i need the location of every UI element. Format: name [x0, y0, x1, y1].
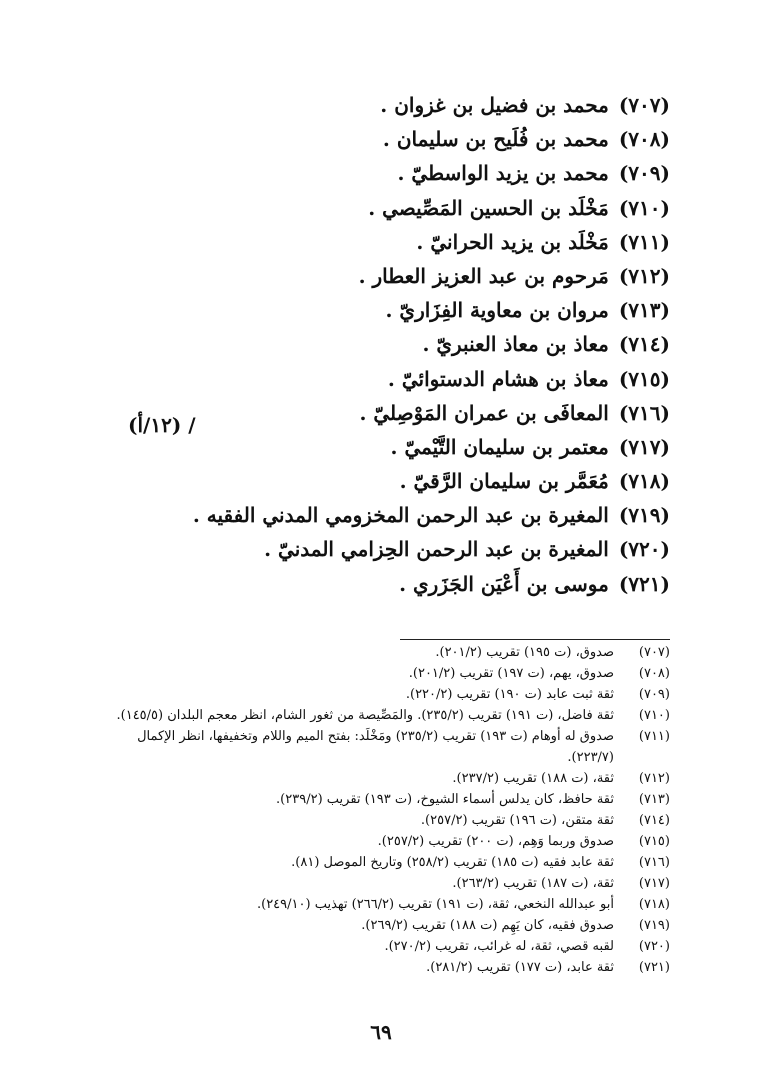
footnote-text: ثقة، (ت ١٨٧) تقريب (٢٦٣/٢). — [452, 876, 614, 891]
entry-text: المغيرة بن عبد الرحمن الحِزامي المدنيّ . — [264, 537, 609, 562]
footnote-715 — [108, 831, 670, 852]
footnote-708 — [108, 663, 670, 684]
footnote-text: ثقة حافظ، كان يدلس أسماء الشيوخ، (ت ١٩٣) تقريب (٢٣٩/٢). — [276, 792, 614, 807]
footnote-text: صدوق، (ت ١٩٥) تقريب (٢٠١/٢). — [435, 645, 614, 660]
footnote-721 — [108, 957, 670, 978]
footnote-text: أبو عبدالله النخعي، ثقة، (ت ١٩١) تقريب (٢٦٦/٢) تهذيب (٢٤٩/١٠). — [256, 897, 614, 912]
footnotes — [108, 642, 670, 978]
entry-713 — [110, 293, 670, 327]
footnote-number: (٧١٢) — [638, 771, 670, 786]
entry-number: (٧١١) — [618, 229, 670, 254]
footnote-710 — [108, 705, 670, 726]
footnote-number: (٧١٦) — [638, 855, 670, 870]
entry-718 — [110, 464, 670, 498]
entry-text: محمد بن فُلَيح بن سليمان . — [382, 127, 609, 152]
entry-number: (٧١٢) — [618, 263, 670, 288]
entry-text: مروان بن معاوية الفِزَاريّ . — [385, 298, 609, 323]
entry-710 — [110, 191, 670, 225]
footnote-text: صدوق وربما وَهِم، (ت ٢٠٠) تقريب (٢٥٧/٢). — [377, 834, 614, 849]
footnote-719 — [108, 915, 670, 936]
entry-text: محمد بن فضيل بن غزوان . — [380, 93, 609, 117]
footnote-717 — [108, 873, 670, 894]
footnote-712 — [108, 768, 670, 789]
footnote-number: (٧١٩) — [638, 918, 670, 933]
entry-number: (٧٢٠) — [618, 537, 670, 562]
entry-list — [110, 88, 670, 601]
footnote-713 — [108, 789, 670, 810]
entry-text: مَخْلَد بن الحسين المَصِّيصي . — [368, 195, 609, 220]
footnote-text: ثقة عابد، (ت ١٧٧) تقريب (٢٨١/٢). — [426, 960, 614, 975]
footnote-716 — [108, 852, 670, 873]
entry-number: (٧١٧) — [618, 434, 670, 459]
footnote-number: (٧٢١) — [638, 960, 670, 975]
entry-number: (٧١٣) — [618, 298, 670, 323]
footnote-number: (٧١٤) — [638, 813, 670, 828]
entry-709 — [110, 156, 670, 190]
entry-719 — [110, 498, 670, 532]
entry-number: (٧١٩) — [618, 503, 670, 528]
footnote-text: ثقة فاضل، (ت ١٩١) تقريب (٢٣٥/٢). والمَصِّيصة من ثغور الشام، انظر معجم البلدان (١٤٥/٥). — [116, 708, 614, 723]
footnote-text: صدوق، يهم، (ت ١٩٧) تقريب (٢٠١/٢). — [408, 666, 614, 681]
entry-number: (٧١٦) — [618, 400, 670, 425]
entry-text: معتمر بن سليمان التَّيْميّ . — [390, 434, 609, 459]
entry-text: معاذ بن هشام الدستوائيّ . — [387, 366, 609, 391]
footnote-number: (٧١٨) — [638, 897, 670, 912]
entry-number: (٧١٤) — [618, 332, 670, 357]
footnote-text: صدوق له أوهام (ت ١٩٣) تقريب (٢٣٥/٢) ومَخْلَد: بفتح الميم واللام وتخفيفها، انظر الإكمال (٢٢٣/٧). — [137, 729, 614, 765]
entry-text: مَخْلَد بن يزيد الحرانيّ . — [416, 229, 609, 254]
entry-number: (٧٢١) — [618, 571, 670, 596]
entry-720 — [110, 532, 670, 566]
entry-text: المعافَى بن عمران المَوْصِليّ . — [359, 400, 609, 425]
footnote-text: ثقة عابد فقيه (ت ١٨٥) تقريب (٢٥٨/٢) وتاريخ الموصل (٨١). — [291, 855, 614, 870]
entry-number: (٧١٠) — [618, 195, 670, 220]
entry-text: محمد بن يزيد الواسطيّ . — [397, 161, 609, 186]
entry-708 — [110, 122, 670, 156]
footnote-divider — [400, 639, 670, 640]
entry-number: (٧١٥) — [618, 366, 670, 391]
footnote-714 — [108, 810, 670, 831]
footnote-711 — [108, 726, 670, 768]
entry-712 — [110, 259, 670, 293]
footnote-720 — [108, 936, 670, 957]
entry-text: مَرحوم بن عبد العزيز العطار . — [358, 263, 609, 288]
footnote-number: (٧٠٩) — [638, 687, 670, 702]
entry-number: (٧٠٩) — [618, 161, 670, 186]
entry-number: (٧٠٧) — [618, 93, 670, 117]
page-number: ٦٩ — [370, 1020, 392, 1044]
entry-721 — [110, 567, 670, 601]
footnote-text: ثقة، (ت ١٨٨) تقريب (٢٣٧/٢). — [452, 771, 614, 786]
footnote-number: (٧١٥) — [638, 834, 670, 849]
footnote-number: (٧١٧) — [638, 876, 670, 891]
footnote-number: (٧١٠) — [638, 708, 670, 723]
entry-text: موسى بن أَعْيَن الجَزَري . — [399, 571, 609, 596]
entry-text: معاذ بن معاذ العنبريّ . — [422, 332, 609, 357]
footnote-number: (٧٠٨) — [638, 666, 670, 681]
footnote-text: ثقة متقن، (ت ١٩٦) تقريب (٢٥٧/٢). — [420, 813, 614, 828]
manuscript-folio-marker: / (١٢/أ) — [128, 413, 196, 437]
entry-text: المغيرة بن عبد الرحمن المخزومي المدني الفقيه . — [192, 503, 609, 528]
entry-715 — [110, 362, 670, 396]
footnote-text: لقبه قصي، ثقة، له غرائب، تقريب (٢٧٠/٢). — [384, 939, 614, 954]
entry-711 — [110, 225, 670, 259]
entry-text: مُعَمَّر بن سليمان الرَّقيّ . — [399, 469, 609, 494]
footnote-718 — [108, 894, 670, 915]
entry-714 — [110, 327, 670, 361]
footnote-text: صدوق فقيه، كان يَهِم (ت ١٨٨) تقريب (٢٦٩/٢). — [361, 918, 614, 933]
footnote-number: (٧٢٠) — [638, 939, 670, 954]
entry-number: (٧١٨) — [618, 469, 670, 494]
footnote-number: (٧٠٧) — [638, 645, 670, 660]
entry-707 — [110, 88, 670, 122]
footnote-number: (٧١١) — [638, 729, 670, 744]
footnote-text: ثقة ثبت عابد (ت ١٩٠) تقريب (٢٢٠/٢). — [405, 687, 614, 702]
entry-number: (٧٠٨) — [618, 127, 670, 152]
footnote-707 — [108, 642, 670, 663]
footnote-709 — [108, 684, 670, 705]
footnote-number: (٧١٣) — [638, 792, 670, 807]
